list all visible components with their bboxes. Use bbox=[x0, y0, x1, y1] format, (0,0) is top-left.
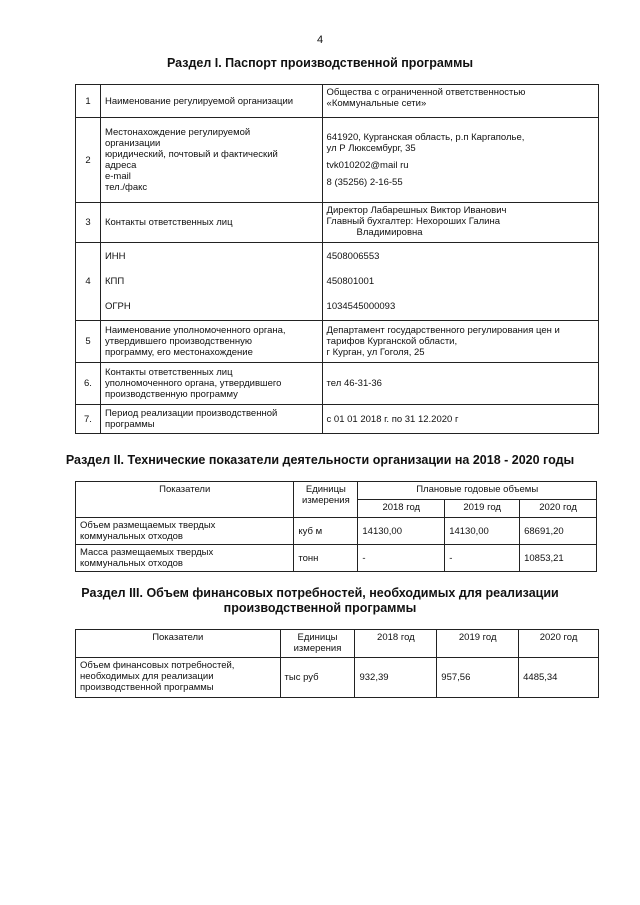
value-line: Директор Лабарешных Виктор Иванович bbox=[326, 205, 507, 216]
row-number: 6. bbox=[76, 363, 101, 405]
value-cell: 68691,20 bbox=[520, 518, 597, 545]
row-value bbox=[322, 405, 598, 434]
value-cell: - bbox=[445, 545, 520, 572]
row-number: 4 bbox=[76, 243, 101, 321]
row-value bbox=[322, 203, 598, 243]
column-header-year: 2019 год bbox=[445, 500, 520, 518]
value-line: тарифов Курганской области, bbox=[326, 336, 458, 347]
label-line: коммунальных отходов bbox=[80, 531, 183, 542]
label-line: адреса bbox=[104, 160, 137, 171]
column-header-units: Единицы измерения bbox=[294, 482, 358, 518]
section2-title: Раздел II. Технические показатели деятельности организации на 2018 - 2020 годы bbox=[65, 453, 575, 467]
row-number: 2 bbox=[76, 118, 101, 203]
table-row bbox=[76, 405, 599, 434]
label-line: Наименование регулируемой организации bbox=[104, 95, 294, 107]
value-line: 4508006553 bbox=[326, 251, 380, 262]
section3-title-line: Раздел III. Объем финансовых потребностей, необходимых для реализации bbox=[81, 586, 559, 600]
value-cell: 14130,00 bbox=[358, 518, 445, 545]
row-label bbox=[100, 363, 322, 405]
value-line: tvk010202@mail ru bbox=[326, 160, 409, 171]
table-row bbox=[76, 85, 599, 118]
table-row bbox=[76, 118, 599, 203]
value-line: 450801001 bbox=[326, 276, 375, 287]
label-line: необходимых для реализации bbox=[80, 671, 214, 682]
row-number: 3 bbox=[76, 203, 101, 243]
label-line: Период реализации производственной bbox=[104, 408, 278, 419]
column-header-year: 2020 год bbox=[520, 500, 597, 518]
row-number: 5 bbox=[76, 321, 101, 363]
column-header-year: 2018 год bbox=[355, 630, 437, 658]
label-line: уполномоченного органа, утвердившего bbox=[104, 378, 282, 389]
table-row bbox=[76, 321, 599, 363]
column-header-year: 2019 год bbox=[437, 630, 519, 658]
financial-needs-table bbox=[75, 629, 599, 698]
section1-title: Раздел I. Паспорт производственной программы bbox=[166, 56, 474, 70]
value-cell: 957,56 bbox=[437, 658, 519, 698]
value-line: Главный бухгалтер: Нехороших Галина bbox=[326, 216, 500, 227]
label-line: производственную программу bbox=[104, 389, 238, 400]
value-line: Общества с ограниченной ответственностью bbox=[326, 87, 526, 98]
table-row bbox=[76, 203, 599, 243]
value-line: 641920, Курганская область, р.п Каргаполье, bbox=[326, 132, 525, 143]
label-line: тел./факс bbox=[104, 182, 148, 193]
section3-title bbox=[0, 586, 640, 616]
value-line: Департамент государственного регулирования цен и bbox=[326, 325, 560, 336]
column-header-planned: Плановые годовые объемы bbox=[358, 482, 597, 500]
row-label bbox=[100, 203, 322, 243]
value-cell: 932,39 bbox=[355, 658, 437, 698]
indicator-name bbox=[76, 545, 294, 572]
label-line: производственной программы bbox=[80, 682, 214, 693]
technical-indicators-table bbox=[75, 481, 597, 572]
value-line: «Коммунальные сети» bbox=[326, 98, 427, 109]
unit-cell: тонн bbox=[294, 545, 358, 572]
section3-title-line: производственной программы bbox=[223, 601, 417, 615]
unit-cell: тыс руб bbox=[280, 658, 355, 698]
value-line: Владимировна bbox=[356, 227, 423, 238]
table-row bbox=[76, 363, 599, 405]
passport-table bbox=[75, 84, 599, 434]
label-line: утвердившего производственную bbox=[104, 336, 252, 347]
row-value bbox=[322, 85, 598, 118]
label-line: Масса размещаемых твердых bbox=[80, 547, 214, 558]
label-line: программу, его местонахождение bbox=[104, 347, 253, 358]
value-line: г Курган, ул Гоголя, 25 bbox=[326, 347, 425, 358]
row-label bbox=[100, 243, 322, 321]
row-label bbox=[100, 85, 322, 118]
table-row bbox=[76, 518, 597, 545]
column-header-year: 2018 год bbox=[358, 500, 445, 518]
indicator-name bbox=[76, 518, 294, 545]
label-line: Объем размещаемых твердых bbox=[80, 520, 216, 531]
table-row bbox=[76, 630, 599, 658]
value-cell: 10853,21 bbox=[520, 545, 597, 572]
row-number: 7. bbox=[76, 405, 101, 434]
column-header-units: Единицы измерения bbox=[280, 630, 355, 658]
label-line: организации bbox=[104, 138, 161, 149]
row-value bbox=[322, 118, 598, 203]
label-line: Контакты ответственных лиц bbox=[104, 217, 233, 228]
table-row bbox=[76, 482, 597, 500]
value-line: ул Р Люксембург, 35 bbox=[326, 143, 416, 154]
label-line: Контакты ответственных лиц bbox=[104, 367, 233, 378]
label-line: Объем финансовых потребностей, bbox=[80, 660, 235, 671]
unit-cell: куб м bbox=[294, 518, 358, 545]
label-line: юридический, почтовый и фактический bbox=[104, 149, 278, 160]
value-cell: 4485,34 bbox=[519, 658, 599, 698]
label-line: ОГРН bbox=[104, 301, 131, 312]
row-label bbox=[100, 118, 322, 203]
value-line: 8 (35256) 2-16-55 bbox=[326, 177, 403, 188]
column-header-year: 2020 год bbox=[519, 630, 599, 658]
table-row bbox=[76, 243, 599, 321]
indicator-name bbox=[76, 658, 281, 698]
page-number: 4 bbox=[316, 34, 324, 46]
value-line: тел 46-31-36 bbox=[326, 378, 382, 389]
row-label bbox=[100, 321, 322, 363]
row-value bbox=[322, 363, 598, 405]
label-line: Местонахождение регулируемой bbox=[104, 127, 251, 138]
table-row bbox=[76, 658, 599, 698]
column-header-indicator: Показатели bbox=[76, 630, 281, 658]
row-value bbox=[322, 321, 598, 363]
value-cell: 14130,00 bbox=[445, 518, 520, 545]
value-line: 1034545000093 bbox=[326, 301, 396, 312]
label-line: ИНН bbox=[104, 251, 126, 262]
label-line: программы bbox=[104, 419, 155, 430]
label-line: Наименование уполномоченного органа, bbox=[104, 325, 286, 336]
table-row bbox=[76, 545, 597, 572]
label-line: e-mail bbox=[104, 171, 131, 182]
value-line: с 01 01 2018 г. по 31 12.2020 г bbox=[326, 413, 459, 425]
row-value bbox=[322, 243, 598, 321]
value-cell: - bbox=[358, 545, 445, 572]
label-line: КПП bbox=[104, 276, 125, 287]
row-label bbox=[100, 405, 322, 434]
column-header-indicator: Показатели bbox=[76, 482, 294, 518]
label-line: коммунальных отходов bbox=[80, 558, 183, 569]
row-number: 1 bbox=[76, 85, 101, 118]
